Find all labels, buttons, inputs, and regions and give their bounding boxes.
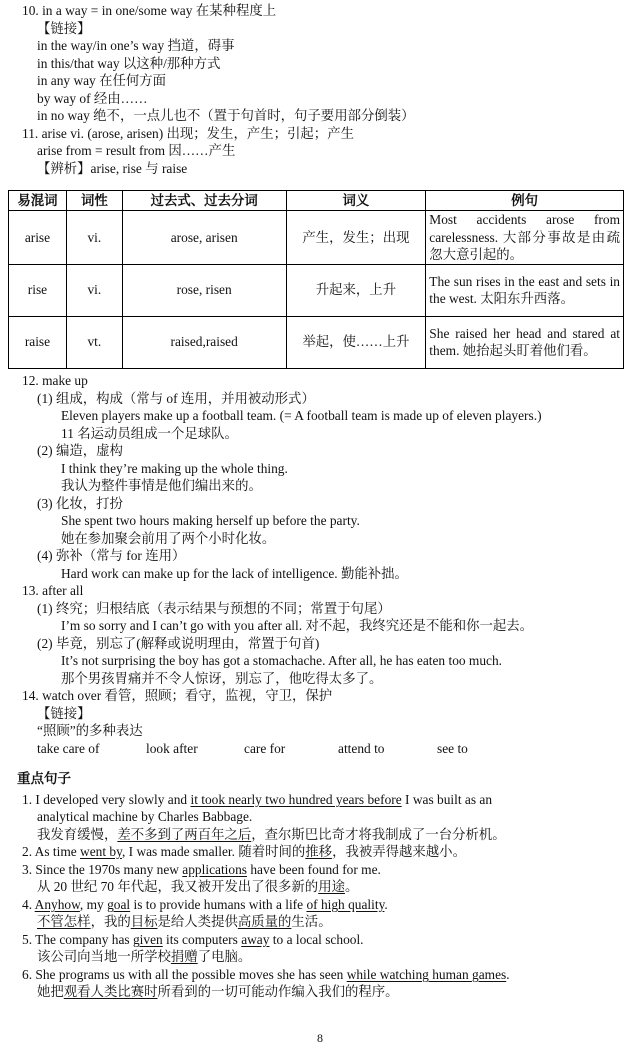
text-span: , I was made smaller. 随着时间的 [121, 844, 306, 859]
underlined-phrase: away [241, 932, 270, 947]
cell-word: raise [9, 316, 67, 368]
table-row [9, 316, 624, 368]
sentence-line [37, 913, 332, 931]
care-phrase: take care of [37, 741, 100, 756]
text-span: 生活。 [291, 914, 332, 929]
sentence-line [22, 843, 466, 861]
cell-forms: rose, risen [122, 264, 286, 316]
text-span: have been found for me. [247, 862, 381, 877]
text-span: I was built as an [401, 792, 493, 807]
cell-meaning: 升起来，上升 [286, 264, 426, 316]
underlined-phrase: goal [107, 897, 131, 912]
underlined-phrase: Anyhow [34, 897, 80, 912]
text-line: She spent two hours making herself up before the party. [61, 513, 360, 528]
underlined-phrase: went by [80, 844, 122, 859]
cell-example: She raised her head and stared at them. 她抬起头盯着他们看。 [426, 316, 624, 368]
text-line: 【链接】 [37, 706, 91, 721]
text-span: 。 [344, 879, 359, 894]
underlined-phrase: it took nearly two hundred years before [190, 792, 402, 807]
text-line: (3) 化妆，打扮 [37, 496, 123, 511]
section-title: 重点句子 [17, 771, 71, 787]
care-phrase: see to [437, 741, 468, 756]
text-span: 6. She programs us with all the possible moves she has seen [22, 967, 347, 982]
underlined-phrase: 不管怎样 [37, 914, 91, 929]
text-span: 该公司向当地一所学校 [37, 949, 171, 964]
care-phrase: attend to [338, 741, 385, 756]
header-word: 易混词 [9, 191, 67, 211]
text-line: 14. watch over 看管，照顾；看守，监视，守卫，保护 [22, 688, 333, 703]
underlined-phrase: 高质量的 [237, 914, 292, 929]
header-pos: 词性 [66, 191, 122, 211]
cell-word: arise [9, 211, 67, 265]
text-span: to a local school. [269, 932, 364, 947]
cell-meaning: 举起，使……上升 [286, 316, 426, 368]
sentence-line [37, 878, 358, 896]
page-number: 8 [317, 1031, 323, 1045]
underlined-phrase: 用途 [318, 879, 345, 894]
text-line: I’m so sorry and I can’t go with you after all. 对不起，我终究还是不能和你一起去。 [61, 618, 534, 633]
text-span: 4. [22, 897, 35, 912]
text-span: its computers [162, 932, 242, 947]
text-line: 那个男孩胃痛并不令人惊讶，别忘了，他吃得太多了。 [61, 671, 383, 686]
text-line: “照顾”的多种表达 [37, 723, 143, 738]
table-row [9, 264, 624, 316]
underlined-phrase: 捐赠 [170, 949, 198, 964]
text-span: , my [79, 897, 108, 912]
sentence-line [22, 931, 364, 949]
sentence-line [37, 983, 399, 1001]
text-line: It’s not surprising the boy has got a stomachache. After all, he has eaten too much. [61, 653, 503, 668]
text-span: 1. I developed very slowly and [22, 792, 191, 807]
sentence-line [22, 861, 381, 879]
cell-meaning: 产生，发生；出现 [286, 211, 426, 265]
text-span: 所看到的一切可能动作编入我们的程序。 [157, 984, 399, 999]
text-span: 2. As time [22, 844, 81, 859]
underlined-phrase: 推移 [305, 844, 333, 859]
cell-pos: vi. [66, 264, 122, 316]
header-example: 例句 [426, 191, 624, 211]
care-phrase: care for [244, 741, 286, 756]
table-header-row [9, 191, 624, 211]
text-span: . [506, 967, 510, 982]
care-phrase: look after [146, 741, 198, 756]
text-line: I think they’re making up the whole thing. [61, 461, 288, 476]
text-line: (2) 毕竟，别忘了(解释或说明理由，常置于句首) [37, 636, 320, 651]
underlined-phrase: while watching human games [346, 967, 507, 982]
confusable-words-table [8, 190, 624, 369]
text-line: by way of 经由…… [37, 91, 148, 106]
text-line: in any way 在任何方面 [37, 73, 167, 88]
text-span: is to provide humans with a life [130, 897, 307, 912]
underlined-phrase: 观看人类比赛时 [63, 984, 158, 999]
text-line: 11. arise vi. (arose, arisen) 出现；发生，产生；引起；产生 [22, 126, 354, 141]
sentence-line [37, 826, 506, 844]
text-line: 12. make up [22, 373, 88, 388]
text-span: . [384, 897, 388, 912]
text-line: 【辨析】arise, rise 与 raise [37, 161, 188, 176]
underlined-phrase: applications [182, 862, 248, 877]
cell-pos: vt. [66, 316, 122, 368]
header-meaning: 词义 [286, 191, 426, 211]
text-span: 了电脑。 [197, 949, 252, 964]
underlined-phrase: 差不多到了两百年之后 [117, 827, 252, 842]
text-line: (4) 弥补（常与 for 连用） [37, 548, 186, 563]
text-span: 她把 [37, 984, 64, 999]
cell-word: rise [9, 264, 67, 316]
sentence-line [22, 896, 388, 914]
text-line: in the way/in one’s way 挡道，碍事 [37, 38, 235, 53]
cell-pos: vi. [66, 211, 122, 265]
text-line: (2) 编造，虚构 [37, 443, 123, 458]
text-line: 我认为整件事情是他们编出来的。 [61, 478, 262, 493]
sentence-line [22, 966, 510, 984]
text-span: analytical machine by Charles Babbage. [37, 809, 253, 824]
text-line: Hard work can make up for the lack of intelligence. 勤能补拙。 [61, 566, 408, 581]
sentence-line [22, 791, 492, 809]
header-forms: 过去式、过去分词 [122, 191, 286, 211]
cell-forms: raised,raised [122, 316, 286, 368]
text-span: 5. The company has [22, 932, 133, 947]
cell-example: The sun rises in the east and sets in the west. 太阳东升西落。 [426, 264, 624, 316]
text-span: 是给人类提供 [157, 914, 238, 929]
text-span: ，我的 [90, 914, 131, 929]
text-span: 我发育缓慢， [37, 827, 118, 842]
text-line: arise from = result from 因……产生 [37, 143, 236, 158]
underlined-phrase: 目标 [130, 914, 158, 929]
text-line: (1) 组成，构成（常与 of 连用，并用被动形式） [37, 391, 315, 406]
sentence-line [37, 948, 251, 966]
text-line: Eleven players make up a football team. (= A football team is made up of eleven players.) [61, 408, 542, 423]
text-line: (1) 终究；归根结底（表示结果与预想的不同；常置于句尾） [37, 601, 391, 616]
cell-example: Most accidents arose from carelessness. 大部分事故是由疏忽大意引起的。 [426, 211, 624, 265]
text-line: 她在参加聚会前用了两个小时化妆。 [61, 531, 276, 546]
text-line: in no way 绝不，一点儿也不（置于句首时，句子要用部分倒装） [37, 108, 415, 123]
text-line: 11 名运动员组成一个足球队。 [61, 426, 238, 441]
text-line: in this/that way 以这种/那种方式 [37, 56, 221, 71]
text-span: 从 20 世纪 70 年代起，我又被开发出了很多新的 [37, 879, 319, 894]
underlined-phrase: given [132, 932, 163, 947]
sentence-line [37, 808, 252, 826]
text-span: 3. Since the 1970s many new [22, 862, 183, 877]
text-line: 10. in a way = in one/some way 在某种程度上 [22, 3, 277, 18]
text-span: ，查尔斯巴比奇才将我制成了一台分析机。 [251, 827, 506, 842]
text-line: 13. after all [22, 583, 84, 598]
cell-forms: arose, arisen [122, 211, 286, 265]
table-row [9, 211, 624, 265]
underlined-phrase: of high quality [306, 897, 385, 912]
text-line: 【链接】 [37, 21, 91, 36]
text-span: ，我被弄得越来越小。 [332, 844, 466, 859]
